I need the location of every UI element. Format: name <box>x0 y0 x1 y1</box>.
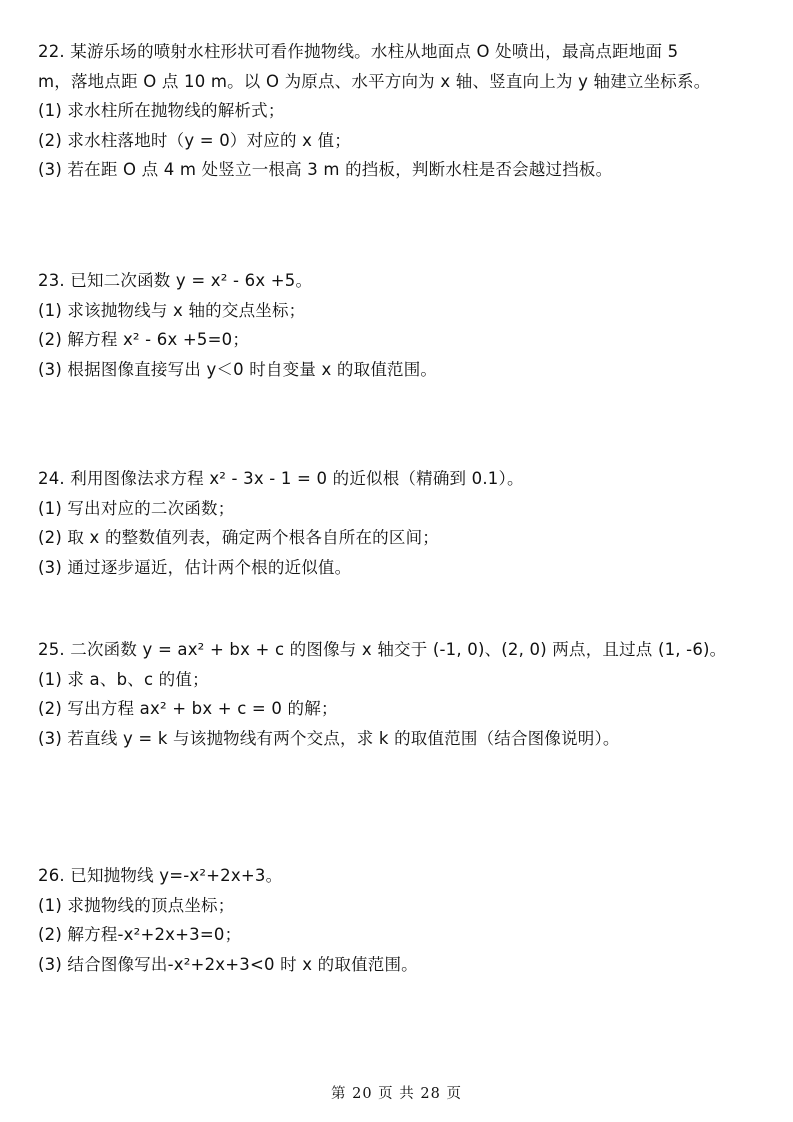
page-number-footer: 第 20 页 共 28 页 <box>331 1086 462 1102</box>
problem-24-stem: 24. 利用图像法求方程 x² - 3x - 1 = 0 的近似根（精确到 0.1）。 <box>38 469 524 488</box>
problem-22-part-3: (3) 若在距 O 点 4 m 处竖立一根高 3 m 的挡板，判断水柱是否会越过挡板。 <box>38 160 613 179</box>
problem-25-part-1: (1) 求 a、b、c 的值； <box>38 669 209 689</box>
problem-22-part-1: (1) 求水柱所在抛物线的解析式； <box>38 101 285 120</box>
problem-23 <box>38 266 758 384</box>
problem-24 <box>38 464 758 582</box>
problem-25 <box>38 635 758 753</box>
problem-26-part-3: (3) 结合图像写出-x²+2x+3<0 时 x 的取值范围。 <box>38 954 418 974</box>
problem-26 <box>38 861 758 979</box>
problem-24-part-3: (3) 通过逐步逼近，估计两个根的近似值。 <box>38 557 352 577</box>
problem-23-part-3: (3) 根据图像直接写出 y＜0 时自变量 x 的取值范围。 <box>38 359 438 379</box>
problem-23-part-2: (2) 解方程 x² - 6x +5=0； <box>38 330 250 349</box>
problem-23-part-1: (1) 求该抛物线与 x 轴的交点坐标； <box>38 300 306 320</box>
problem-25-part-3: (3) 若直线 y = k 与该抛物线有两个交点，求 k 的取值范围（结合图像说明）。 <box>38 728 620 748</box>
problem-22-part-2: (2) 求水柱落地时（y = 0）对应的 x 值； <box>38 130 351 150</box>
problem-26-stem: 26. 已知抛物线 y=-x²+2x+3。 <box>38 866 283 885</box>
problem-25-part-2: (2) 写出方程 ax² + bx + c = 0 的解； <box>38 699 338 718</box>
problem-22-stem-line-1: 22. 某游乐场的喷射水柱形状可看作抛物线。水柱从地面点 O 处喷出，最高点距地面 5 <box>38 42 679 61</box>
problem-23-stem: 23. 已知二次函数 y = x² - 6x +5。 <box>38 271 313 290</box>
problem-22-stem-line-2: m，落地点距 O 点 10 m。以 O 为原点、水平方向为 x 轴、竖直向上为 y 轴建立坐标系。 <box>38 71 711 91</box>
problem-24-part-1: (1) 写出对应的二次函数； <box>38 498 235 518</box>
problem-22 <box>38 37 758 185</box>
problem-24-part-2: (2) 取 x 的整数值列表，确定两个根各自所在的区间； <box>38 528 439 547</box>
problem-25-stem: 25. 二次函数 y = ax² + bx + c 的图像与 x 轴交于 (-1, 0)、(2, 0) 两点，且过点 (1, -6)。 <box>38 640 727 659</box>
problem-26-part-1: (1) 求抛物线的顶点坐标； <box>38 895 235 915</box>
problem-26-part-2: (2) 解方程-x²+2x+3=0； <box>38 925 242 944</box>
